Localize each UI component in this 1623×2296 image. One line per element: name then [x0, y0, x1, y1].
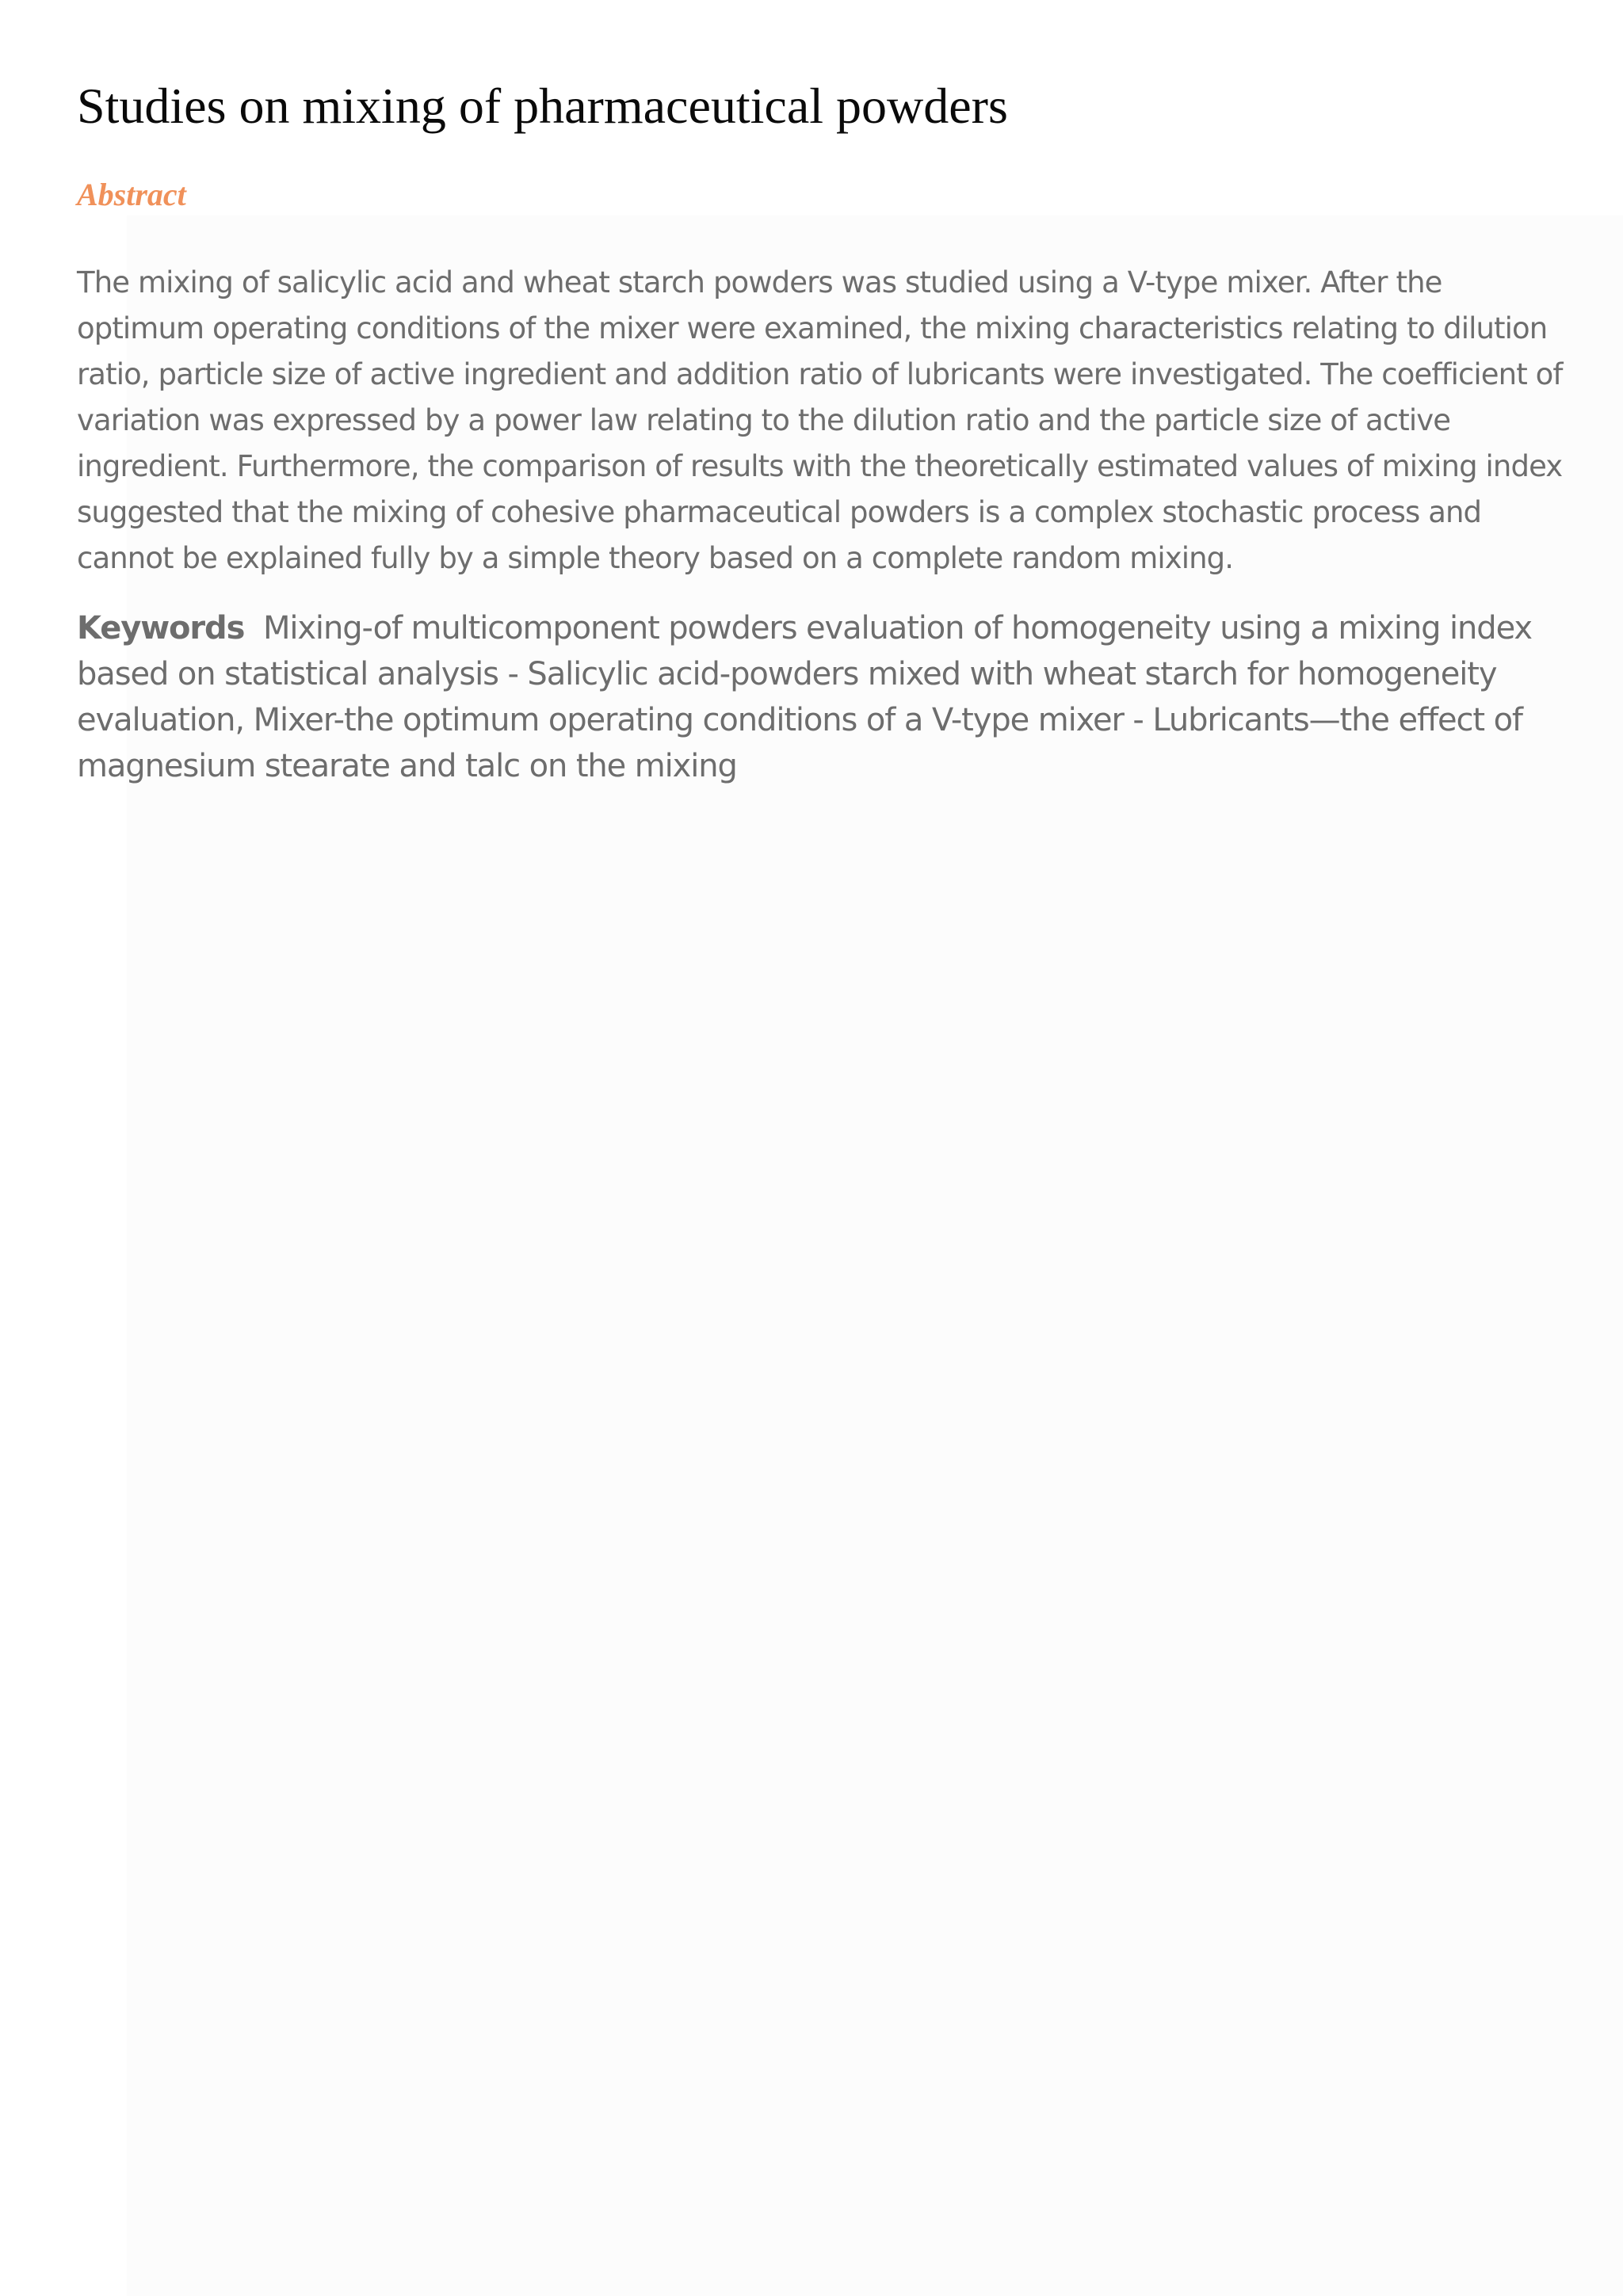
- keywords-label: Keywords: [77, 610, 245, 646]
- paper-title: Studies on mixing of pharmaceutical powders: [77, 78, 1008, 134]
- keywords-section: [77, 605, 1567, 789]
- abstract-heading: Abstract: [77, 177, 186, 212]
- keywords-text: Mixing-of multicomponent powders evaluation of homogeneity using a mixing index based on statistical analysis - Salicylic acid-powders mixed with wheat starch for homogeneity evaluation, Mixer-the optimum operating conditions of a V-type mixer - Lubricants—the effect of magnesium stearate and talc on the mixing: [77, 610, 1532, 784]
- abstract-text: The mixing of salicylic acid and wheat starch powders was studied using a V-type mixer. After the optimum operating conditions of the mixer were examined, the mixing characteristics relating to dilution ratio, particle size of active ingredient and addition ratio of lubricants were investigated. The coefficient of variation was expressed by a power law relating to the dilution ratio and the particle size of active ingredient. Furthermore, the comparison of results with the theoretically estimated values of mixing index suggested that the mixing of cohesive pharmaceutical powders is a complex stochastic process and cannot be explained fully by a simple theory based on a complete random mixing.: [77, 265, 1563, 575]
